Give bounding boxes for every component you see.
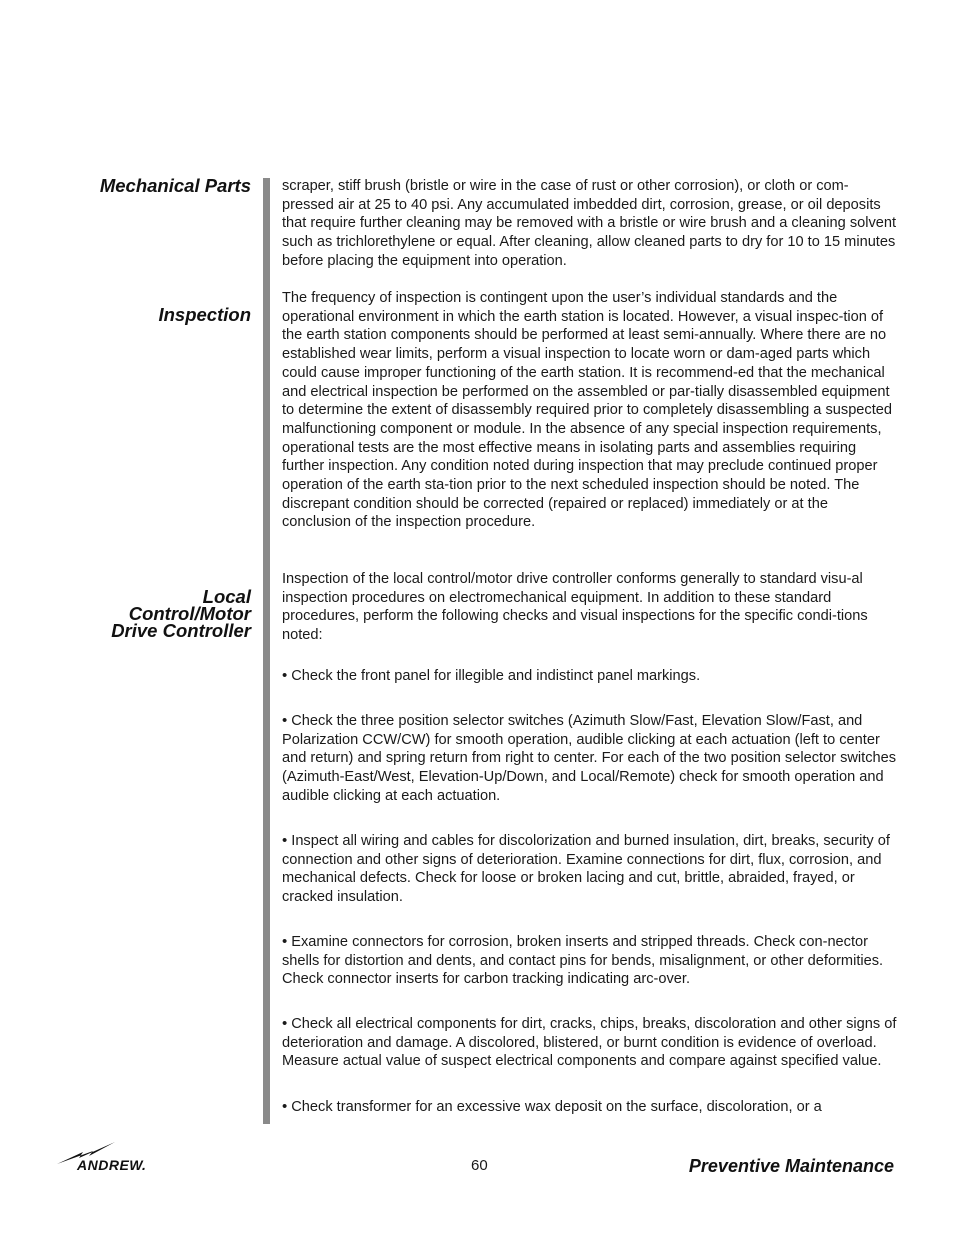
paragraph-inspection: The frequency of inspection is contingent upon the user’s individual standards and the operational environment in which the earth station is located. However, a visual inspec-tion of the earth station components should be performed at least semi-annually. Where there are no established wear limits, perform a visual inspection to locate worn or dam-aged parts which could cause improper functioning of the earth station. It is recommend-ed that the mechanical and electrical inspection be performed on the assembled or par-tially disassembled equipment to determine the extent of disassembly required prior to completely disassembling a suspected malfunctioning component or module. In the absence of any special inspection requirements, operational tests are the most effective means in isolating parts and assemblies requiring further inspection. Any condition noted during inspection that may preclude continued proper operation of the earth sta-tion prior to the next scheduled inspection should be noted. The discrepant condition should be corrected (repaired or replaced) immediately or at the conclusion of the inspection procedure. [282, 290, 893, 531]
heading-inspection: Inspection [158, 304, 251, 325]
paragraph-local-control: Inspection of the local control/motor drive controller conforms generally to standard visu-al inspection procedures on electromechanical equipment. In addition to these standard procedures, perform the following checks and visual inspections for the specific condi-tions noted: [282, 571, 868, 644]
heading-local-control-line1: Local [202, 586, 251, 607]
heading-local-control-line3: Drive Controller [111, 620, 251, 641]
bullet-dot: • [282, 1015, 288, 1032]
bullet-dot: • [282, 1098, 288, 1115]
list-item: • Check all electrical components for dirt, cracks, chips, breaks, discoloration and other signs of deterioration and damage. A discolored, blistered, or burnt condition is evidence of overload. Measure actual value of suspect electrical components and compare against specified value. [282, 1015, 897, 1070]
page-number: 60 [471, 1157, 488, 1174]
bullet-dot: • [282, 933, 288, 950]
section-rule [263, 178, 270, 1124]
andrew-logo [55, 1140, 170, 1176]
heading-local-control [111, 588, 251, 639]
list-item: • Check transformer for an excessive wax deposit on the surface, discoloration, or a [282, 1098, 822, 1115]
list-item: • Inspect all wiring and cables for discolorization and burned insulation, dirt, breaks, security of connection and other signs of deterioration. Examine connections for dirt, flux, corrosion, and mechanical defects. Check for loose or broken lacing and cut, brittle, abraided, frayed, or cracked insulation. [282, 832, 890, 906]
bullet-dot: • [282, 832, 288, 849]
section-title: Preventive Maintenance [688, 1156, 894, 1176]
heading-local-control-line2: Control/Motor [128, 603, 251, 624]
bullet-dot: • [282, 712, 288, 729]
paragraph-cleaning: scraper, stiff brush (bristle or wire in the case of rust or other corrosion), or cloth or com-pressed air at 25 to 40 psi. Any accumulated imbedded dirt, corrosion, grease, or oil deposits that require further cleaning may be removed with a bristle or wire brush and a cleaning solvent such as trichlorethylene or equal. After cleaning, allow cleaned parts to dry for 10 to 15 minutes before placing the equipment into operation. [282, 178, 897, 269]
list-item: • Check the three position selector switches (Azimuth Slow/Fast, Elevation Slow/Fast, and Polarization CCW/CW) for smooth operation, audible clicking at each actuation (left to center and return) and spring return from right to center. For each of the two position selector switches (Azimuth-East/West, Elevation-Up/Down, and Local/Remote) check for smooth operation and audible clicking at each actuation. [282, 712, 897, 804]
bullet-dot: • [282, 667, 288, 684]
list-item: • Check the front panel for illegible and indistinct panel markings. [282, 667, 701, 684]
list-item: • Examine connectors for corrosion, broken inserts and stripped threads. Check con-nector shells for distortion and dents, and contact pins for bends, misalignment, or other deformities. Check connector inserts for carbon tracking indicating arc-over. [282, 933, 884, 988]
heading-mechanical-parts: Mechanical Parts [99, 175, 251, 196]
logo-text: ANDREW. [77, 1157, 147, 1173]
